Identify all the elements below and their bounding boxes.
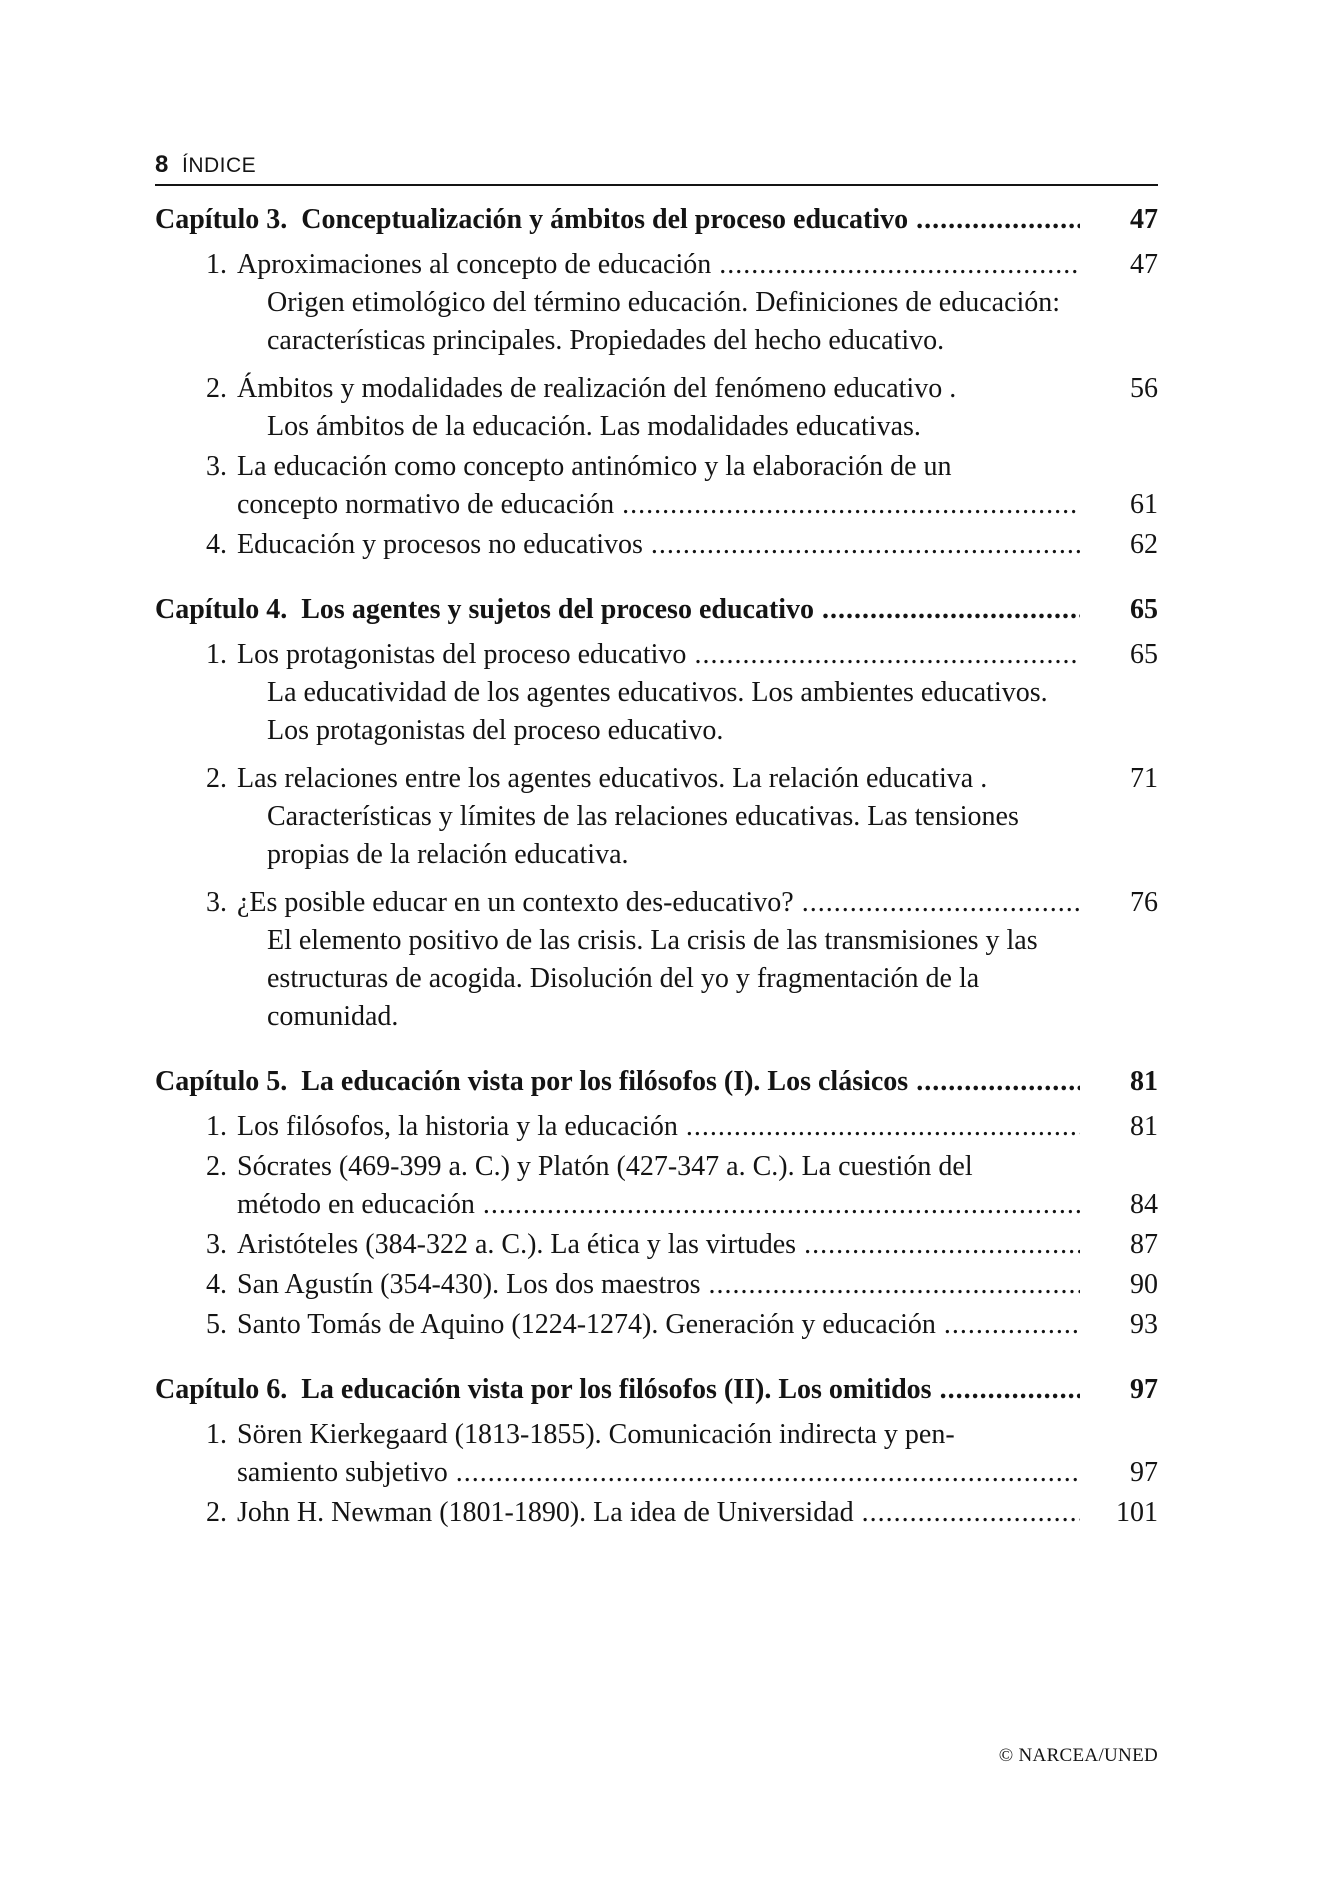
entry-page: 81: [1130, 1111, 1158, 1142]
toc-entry: [155, 1306, 1158, 1344]
chapter-label: Capítulo 3.: [155, 204, 288, 235]
entry-page: 65: [1130, 639, 1158, 670]
entry-title: San Agustín (354-430). Los dos maestros .....: [237, 1266, 1080, 1304]
entry-number: 1.: [206, 1419, 227, 1450]
entry-title-continued: concepto normativo de educación .....: [237, 486, 1080, 524]
chapter-page: 81: [1130, 1066, 1158, 1097]
chapter-heading: [155, 1366, 1158, 1414]
entry-page: 56: [1130, 373, 1158, 404]
toc-entry: [155, 526, 1158, 564]
toc-entry: [155, 1416, 1158, 1492]
entry-title: La educación como concepto antinómico y la elaboración de un: [237, 451, 952, 482]
entry-title: Los protagonistas del proceso educativo .....: [237, 636, 1080, 674]
chapter-page: 97: [1130, 1374, 1158, 1405]
entry-number: 1.: [206, 1111, 227, 1142]
chapter-title: Los agentes y sujetos del proceso educativo .....: [301, 591, 1080, 629]
entry-title: Educación y procesos no educativos .....: [237, 526, 1080, 564]
entry-title: ¿Es posible educar en un contexto des-educativo? .....: [237, 884, 1080, 922]
chapter-heading: [155, 1058, 1158, 1106]
entry-number: 3.: [206, 451, 227, 482]
entry-title: John H. Newman (1801-1890). La idea de Universidad .....: [237, 1494, 1080, 1532]
chapter-6: [155, 1366, 1158, 1532]
entry-number: 5.: [206, 1309, 227, 1340]
entry-title: Aproximaciones al concepto de educación .....: [237, 246, 1080, 284]
toc-entry: [155, 1266, 1158, 1304]
chapter-label: Capítulo 6.: [155, 1374, 288, 1405]
chapter-heading: [155, 196, 1158, 244]
entry-page: 101: [1116, 1497, 1158, 1528]
entry-number: 3.: [206, 1229, 227, 1260]
entry-page: 61: [1130, 489, 1158, 520]
chapter-page: 65: [1130, 594, 1158, 625]
entry-title: Los filósofos, la historia y la educación .....: [237, 1108, 1080, 1146]
toc-entry: [155, 760, 1158, 874]
chapter-page: 47: [1130, 204, 1158, 235]
entry-description: Los ámbitos de la educación. Las modalidades educativas.: [267, 411, 921, 442]
toc-entry: [155, 448, 1158, 524]
chapter-title: La educación vista por los filósofos (II). Los omitidos .....: [301, 1371, 1080, 1409]
entry-title: Ámbitos y modalidades de realización del fenómeno educativo .: [237, 373, 957, 404]
entry-number: 2.: [206, 1497, 227, 1528]
toc-entry: [155, 1108, 1158, 1146]
entry-title: Sócrates (469-399 a. C.) y Platón (427-347 a. C.). La cuestión del: [237, 1151, 973, 1182]
chapter-4: [155, 586, 1158, 1036]
entry-page: 62: [1130, 529, 1158, 560]
chapter-label: Capítulo 5.: [155, 1066, 288, 1097]
page-number: 8: [155, 151, 169, 178]
toc-entry: [155, 884, 1158, 1036]
entry-description: Origen etimológico del término educación. Definiciones de educación: características principales. Propiedades del hecho educativo.: [267, 287, 1061, 356]
chapter-title: Conceptualización y ámbitos del proceso educativo .....: [301, 201, 1080, 239]
entry-title-continued: samiento subjetivo .....: [237, 1454, 1080, 1492]
entry-page: 71: [1130, 763, 1158, 794]
toc-page: [155, 150, 1158, 1532]
running-head-title: ÍNDICE: [182, 154, 257, 177]
toc-entry: [155, 1494, 1158, 1532]
entry-number: 3.: [206, 887, 227, 918]
entry-number: 2.: [206, 763, 227, 794]
entry-title: Sören Kierkegaard (1813-1855). Comunicación indirecta y pen-: [237, 1419, 955, 1450]
toc-entry: [155, 1148, 1158, 1224]
entry-title-continued: método en educación .....: [237, 1186, 1080, 1224]
entry-description: El elemento positivo de las crisis. La crisis de las transmisiones y las estructuras de acogida. Disolución del yo y fragmentación de la comunidad.: [267, 925, 1038, 1032]
entry-page: 93: [1130, 1309, 1158, 1340]
running-head: [155, 150, 1158, 186]
entry-description: Características y límites de las relaciones educativas. Las tensiones propias de la relación educativa.: [267, 801, 1019, 870]
chapter-3: [155, 196, 1158, 564]
entry-number: 1.: [206, 639, 227, 670]
entry-number: 1.: [206, 249, 227, 280]
entry-number: 4.: [206, 1269, 227, 1300]
chapter-5: [155, 1058, 1158, 1344]
toc-entry: [155, 636, 1158, 750]
entry-page: 84: [1130, 1189, 1158, 1220]
table-of-contents: [155, 196, 1158, 1532]
chapter-label: Capítulo 4.: [155, 594, 288, 625]
entry-page: 90: [1130, 1269, 1158, 1300]
chapter-title: La educación vista por los filósofos (I). Los clásicos .....: [301, 1063, 1080, 1101]
toc-entry: [155, 1226, 1158, 1264]
copyright-footer: © NARCEA/UNED: [998, 1745, 1158, 1766]
entry-page: 76: [1130, 887, 1158, 918]
entry-number: 2.: [206, 373, 227, 404]
entry-title: Aristóteles (384-322 a. C.). La ética y las virtudes .....: [237, 1226, 1080, 1264]
entry-title: Las relaciones entre los agentes educativos. La relación educativa .: [237, 763, 988, 794]
entry-page: 97: [1130, 1457, 1158, 1488]
entry-description: La educatividad de los agentes educativos. Los ambientes educativos. Los protagonistas del proceso educativo.: [267, 677, 1048, 746]
entry-page: 87: [1130, 1229, 1158, 1260]
entry-page: 47: [1130, 249, 1158, 280]
entry-title: Santo Tomás de Aquino (1224-1274). Generación y educación .....: [237, 1306, 1080, 1344]
chapter-heading: [155, 586, 1158, 634]
toc-entry: [155, 246, 1158, 360]
entry-number: 4.: [206, 529, 227, 560]
entry-number: 2.: [206, 1151, 227, 1182]
toc-entry: [155, 370, 1158, 446]
